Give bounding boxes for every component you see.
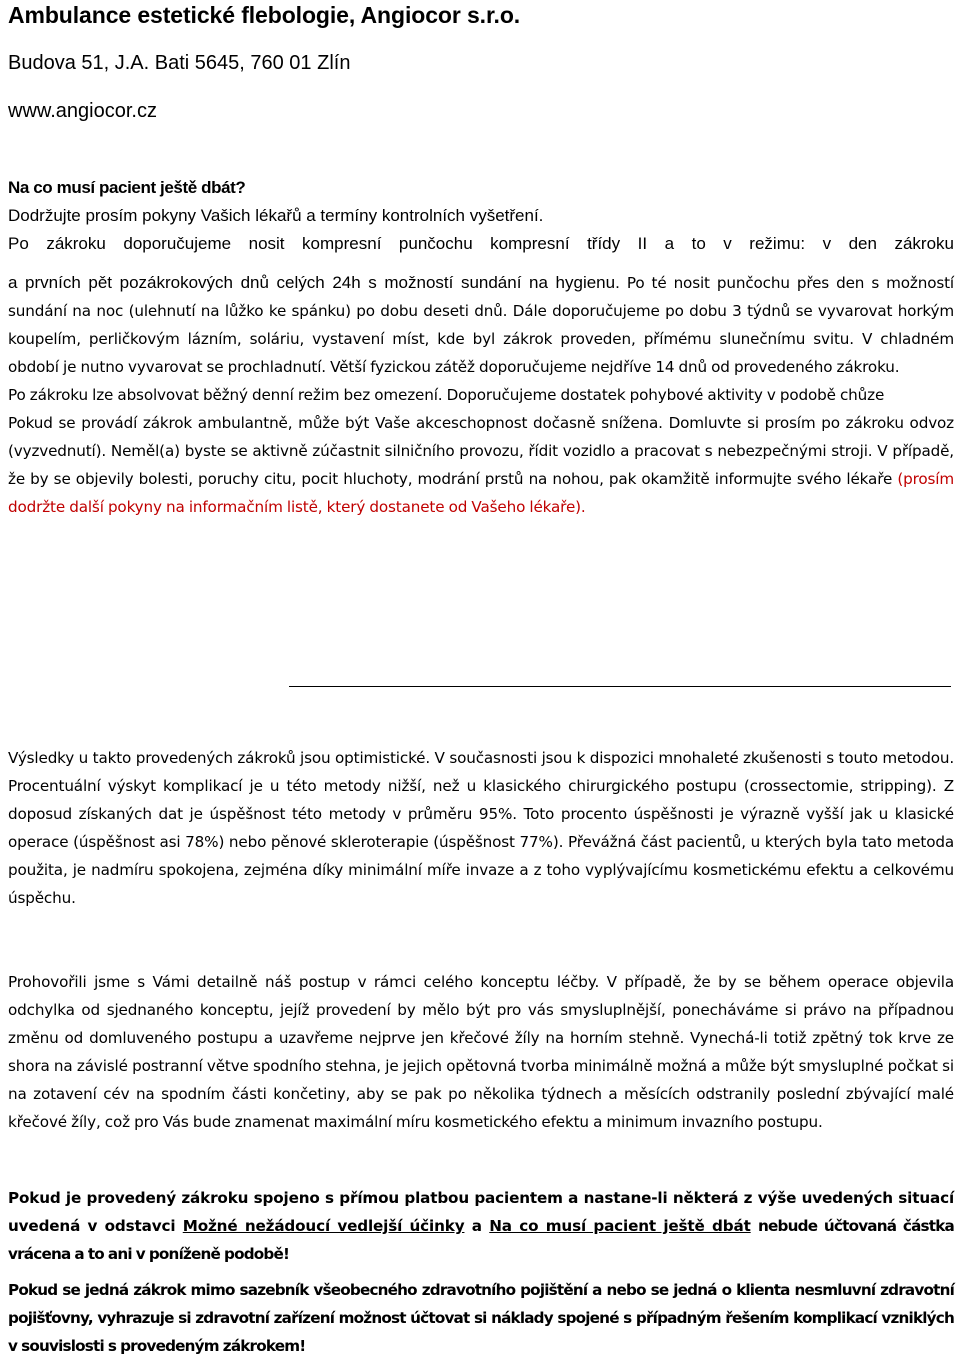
insurance-notice: Pokud se jedná zákrok mimo sazebník všeobecného zdravotního pojištění a nebo se jedná o klienta nesmluvní zdravotní pojišťovny, vyhrazuje si zdravotní zařízení možnost účtovat si náklady spojené s případným řešením komplikací vzniklých v souvislosti s provedeným zákrokem! bbox=[8, 1281, 954, 1355]
clinic-title: Ambulance estetické flebologie, Angiocor s.r.o. bbox=[8, 2, 521, 28]
instruction-line: Dodržujte prosím pokyny Vašich lékařů a termíny kontrolních vyšetření. bbox=[8, 206, 544, 225]
instructions-block bbox=[8, 269, 954, 521]
divider bbox=[289, 686, 951, 687]
procedure-paragraph: Prohovořili jsme s Vámi detailně náš postup v rámci celého konceptu léčby. V případě, že by se během operace objevila odchylka od sjednaného konceptu, jejíž provedení by mělo být pro vás smysluplnější, ponecháváme si právo na případnou změnu od domluveného postupu a uzavřeme nejprve jen křečové žíly na horním stehně. Vynechá-li totiž zpětný tok krve ze shora na závislé postranní větve spodního stehna, je jejich opětovná tvorba minimálně možná a může být smysluplné počkat si na zotavení cév na spodním části končetiny, aby se pak po několika týdnech a měsících odstranily poslední zbývající malé křečové žíly, což pro Vás bude znamenat maximální míru kosmetického efektu a minimum invazního postupu. bbox=[8, 973, 954, 1131]
clinic-address: Budova 51, J.A. Bati 5645, 760 01 Zlín bbox=[8, 52, 351, 74]
payment-text: Pokud je provedený zákroku spojeno s přímou platbou pacientem a nastane-li některá z výše uvedených situací uvedená v odstavci bbox=[8, 1189, 954, 1235]
compression-paragraph: Po té nosit punčochu přes den s možností sundání na noc (ulehnutí na lůžko ke spánku) po dobu deseti dnů. Dále doporučujeme po dobu 3 týdnů se vyvarovat horkým koupelím, perličkovým lázním, soláriu, vystavení míst, kde byl zákrok proveden, přímému slunečnímu svitu. V chladném období je nutno vyvarovat se prochladnutí. Větší fyzickou zátěž doporučujeme nejdříve 14 dnů od provedeného zákroku. bbox=[8, 274, 954, 376]
payment-notice bbox=[8, 1184, 954, 1268]
clinic-website[interactable]: www.angiocor.cz bbox=[8, 100, 157, 122]
instruction-line: Po zákroku doporučujeme nosit kompresní punčochu kompresní třídy II a to v režimu: v den zákroku bbox=[8, 234, 954, 253]
patient-care-link[interactable]: Na co musí pacient ještě dbát bbox=[489, 1217, 751, 1235]
conjunction-text: a bbox=[471, 1217, 482, 1235]
transport-paragraph: Pokud se provádí zákrok ambulantně, může být Vaše akceschopnost dočasně snížena. Domluvte si prosím po zákroku odvoz (vyzvednutí). Neměl(a) byste se aktivně zúčastnit silničního provozu, řídit vozidlo a pracovat s nebezpečnými stroji. V případě, že by se objevily bolesti, poruchy citu, pocit hluchoty, modrání prstů na nohou, pak okamžitě informujte svého lékaře bbox=[8, 414, 954, 488]
regime-paragraph: Po zákroku lze absolvovat běžný denní režim bez omezení. Doporučujeme dostatek pohybové aktivity v podobě chůze bbox=[8, 386, 885, 404]
payment-text: nebude účtovaná částka vrácena a to ani v poníženě podobě! bbox=[8, 1217, 954, 1263]
instruction-line: a prvních pět pozákrokových dnů celých 24h s možností sundání na hygienu. bbox=[8, 273, 620, 292]
section-heading: Na co musí pacient ještě dbát? bbox=[8, 178, 246, 197]
results-paragraph: Výsledky u takto provedených zákroků jsou optimistické. V současnosti jsou k dispozici mnohaleté zkušenosti s touto metodou. Procentuální výskyt komplikací je u této metody nižší, než u klasického chirurgického postupu (crossectomie, stripping). Z doposud získaných dat je úspěšnost této metody v průměru 95%. Toto procento úspěšnosti je výrazně vyšší jak u klasické operace (úspěšnost asi 78%) nebo pěnové skleroterapie (úspěšnost 77%). Převážná část pacientů, u kterých byla tato metoda použita, je nadmíru spokojena, zejména díky minimální míře invaze a z toho vyplývajícímu kosmetickému efektu a celkovému úspěchu. bbox=[8, 749, 954, 907]
side-effects-link[interactable]: Možné nežádoucí vedlejší účinky bbox=[182, 1217, 465, 1235]
warning-note: (prosím dodržte další pokyny na informačním listě, který dostanete od Vašeho lékaře). bbox=[8, 470, 954, 516]
